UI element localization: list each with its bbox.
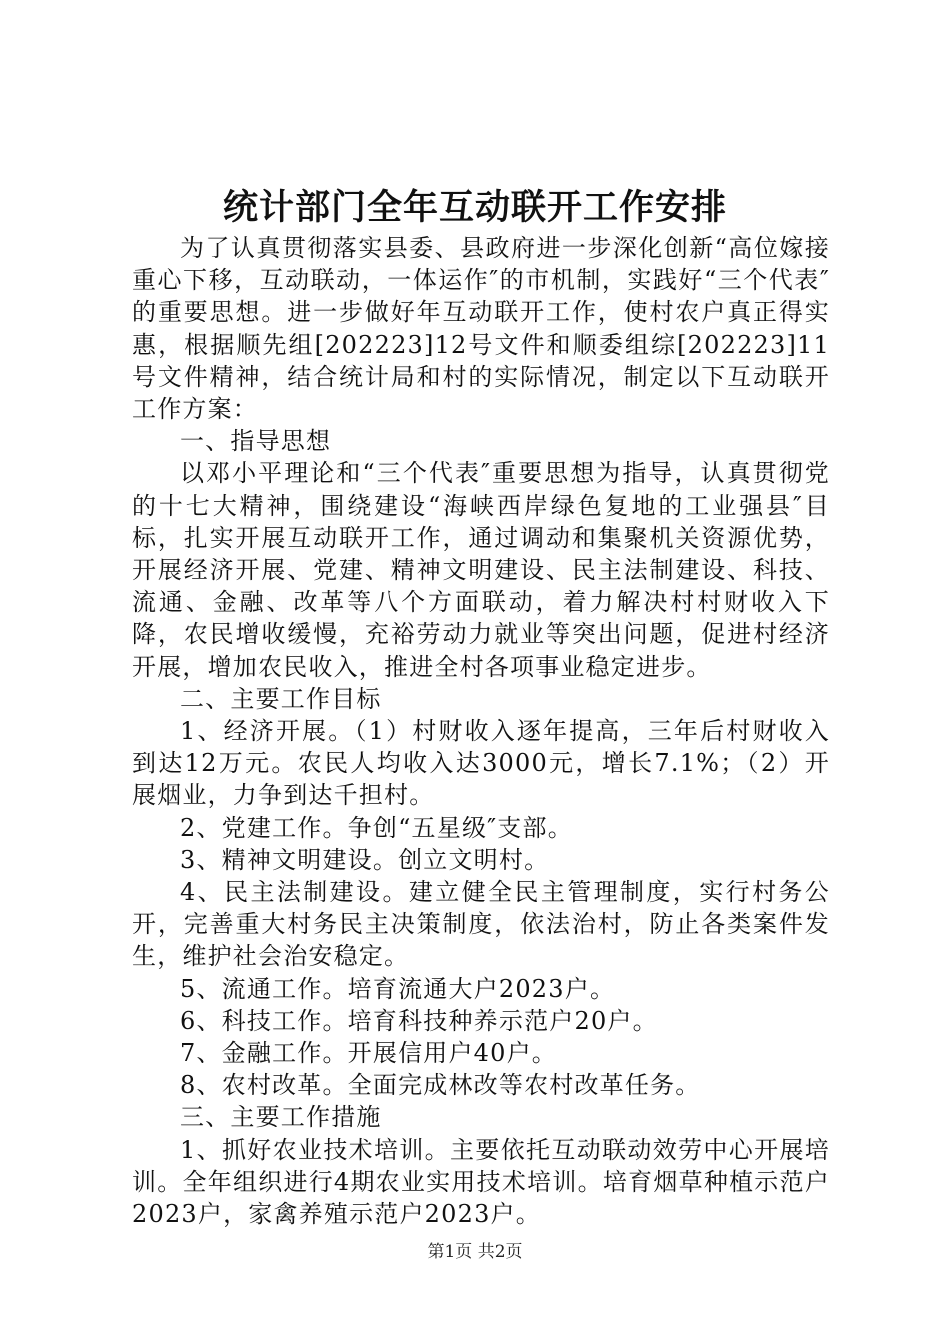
intro-paragraph: 为了认真贯彻落实县委、县政府进一步深化创新“高位嫁接重心下移，互动联动，一体运作″的市机制，实践好“三个代表″的重要思想。进一步做好年互动联开工作，使村农户真正得实惠，根据顺先组[202223]12号文件和顺委组综[202223]11号文件精神，结合统计局和村的实际情况，制定以下互动联开工作方案： (132, 234, 830, 424)
document-body (132, 232, 830, 1230)
goal-item-civilization: 3、精神文明建设。创立文明村。 (180, 845, 550, 874)
section-heading-measures: 三、主要工作措施 (180, 1103, 382, 1132)
document-title: 统计部门全年互动联开工作安排 (222, 187, 727, 228)
section-heading-guiding-ideology: 一、指导思想 (180, 427, 332, 456)
goal-item-party-building: 2、党建工作。争创“五星级″支部。 (180, 813, 573, 842)
goal-item-finance: 7、金融工作。开展信用户40户。 (180, 1039, 558, 1068)
measure-item-training: 1、抓好农业技术培训。主要依托互动联动效劳中心开展培训。全年组织进行4期农业实用技术培训。培育烟草种植示范户2023户，家禽养殖示范户2023户。 (132, 1135, 830, 1229)
guiding-ideology-paragraph: 以邓小平理论和“三个代表″重要思想为指导，认真贯彻党的十七大精神，围绕建设“海峡西岸绿色复地的工业强县″目标，扎实开展互动联开工作，通过调动和集聚机关资源优势，开展经济开展、党建、精神文明建设、民主法制建设、科技、流通、金融、改革等八个方面联动，着力解决村村财收入下降，农民增收缓慢，充裕劳动力就业等突出问题，促进村经济开展，增加农民收入，推进全村各项事业稳定进步。 (132, 459, 830, 681)
section-heading-main-goals: 二、主要工作目标 (180, 684, 382, 713)
goal-item-reform: 8、农村改革。全面完成林改等农村改革任务。 (180, 1071, 701, 1100)
goal-item-economy: 1、经济开展。（1）村财收入逐年提高，三年后村财收入到达12万元。农民人均收入达3000元，增长7.1%；（2）开展烟业，力争到达千担村。 (132, 717, 830, 810)
page-footer: 第1页 共2页 (427, 1242, 523, 1262)
goal-item-legal: 4、民主法制建设。建立健全民主管理制度，实行村务公开，完善重大村务民主决策制度，依法治村，防止各类案件发生，维护社会治安稳定。 (132, 878, 830, 971)
goal-item-circulation: 5、流通工作。培育流通大户2023户。 (180, 974, 616, 1003)
goal-item-technology: 6、科技工作。培育科技种养示范户20户。 (180, 1006, 658, 1035)
